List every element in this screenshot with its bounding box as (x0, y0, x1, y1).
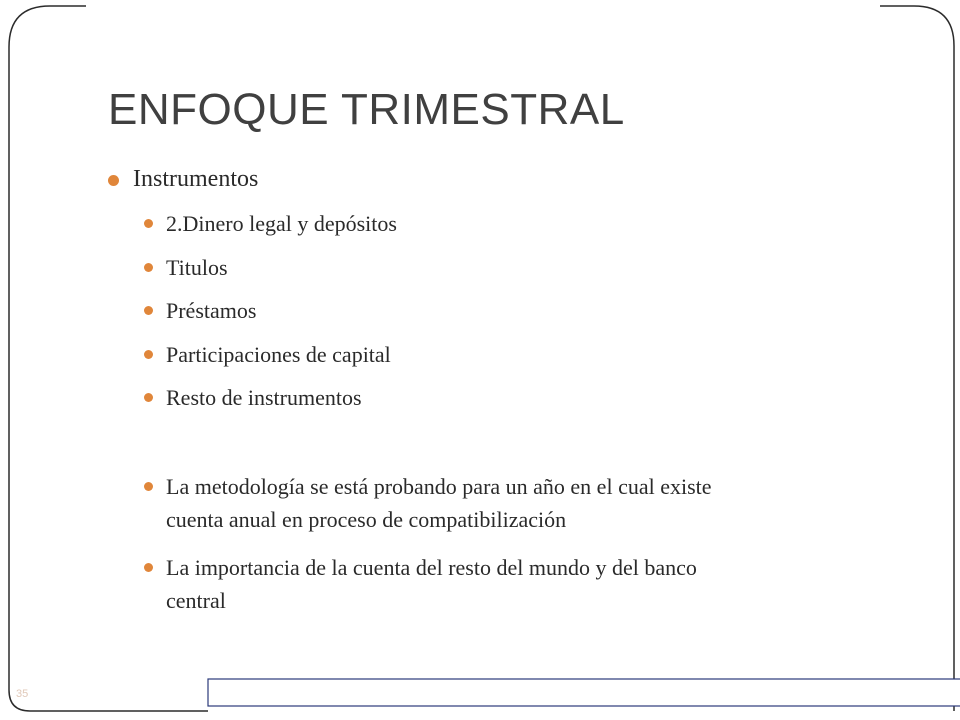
bullet-text: Instrumentos (133, 166, 259, 192)
bullet-text: Participaciones de capital (166, 342, 391, 367)
bullet-dot-icon (144, 219, 153, 228)
bullet-instrument-2 (166, 251, 886, 284)
bullet-text: Resto de instrumentos (166, 385, 362, 410)
bullet-dot-icon (144, 482, 153, 491)
bullet-note-1 (166, 470, 886, 536)
bullet-note-2 (166, 551, 886, 617)
bullet-text: Titulos (166, 255, 228, 280)
bullet-dot-icon (108, 175, 119, 186)
bullet-dot-icon (144, 563, 153, 572)
bullet-dot-icon (144, 306, 153, 315)
bullet-instrument-5 (166, 381, 886, 414)
slide-number: 35 (16, 688, 29, 700)
slide-title: ENFOQUE TRIMESTRAL (108, 85, 625, 134)
bullet-instrument-4 (166, 338, 886, 371)
bullet-instrumentos (133, 163, 258, 196)
bullet-text-line1: La metodología se está probando para un año en el cual existe (166, 474, 712, 499)
bullet-instrument-1 (166, 207, 886, 240)
bullet-dot-icon (144, 393, 153, 402)
bullet-text: 2.Dinero legal y depósitos (166, 211, 397, 236)
bullet-dot-icon (144, 350, 153, 359)
bullet-text-line2: cuenta anual en proceso de compatibilización (166, 507, 567, 532)
bullet-text-line1: La importancia de la cuenta del resto del mundo y del banco (166, 555, 697, 580)
bullet-instrument-3 (166, 294, 886, 327)
bullet-text: Préstamos (166, 298, 257, 323)
bullet-dot-icon (144, 263, 153, 272)
bullet-text-line2: central (166, 588, 226, 613)
